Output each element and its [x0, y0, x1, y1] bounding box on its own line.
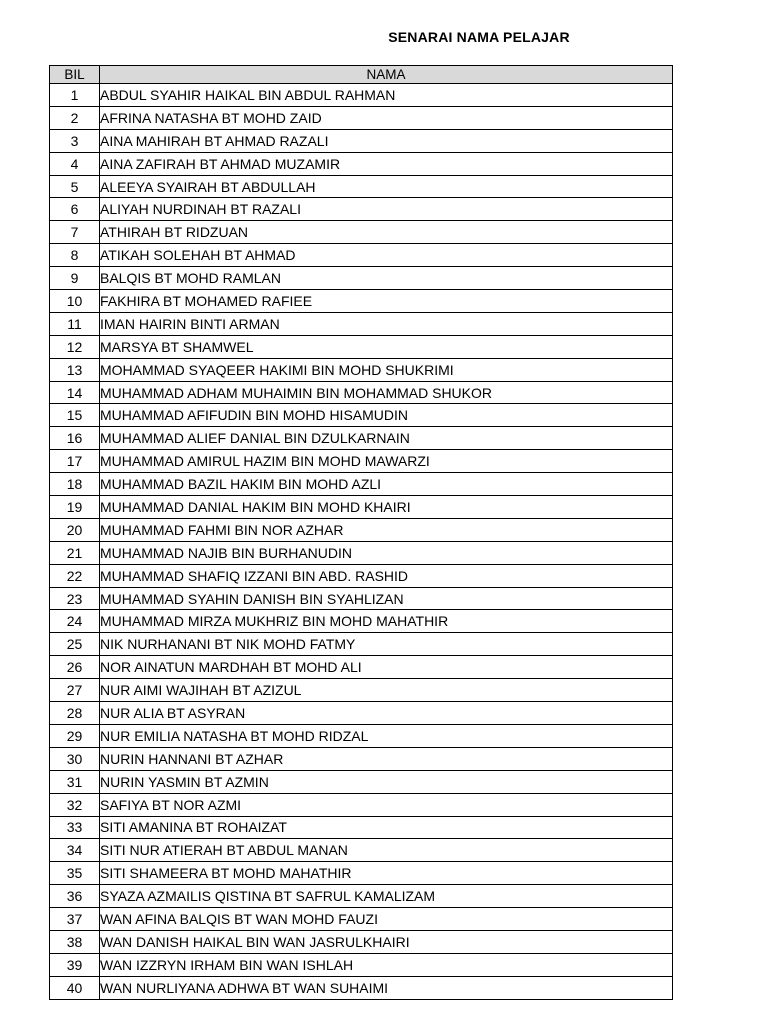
table-row: [50, 198, 673, 221]
row-number-cell: 39: [50, 953, 100, 976]
student-name-cell: NURIN YASMIN BT AZMIN: [100, 770, 673, 793]
table-row: [50, 679, 673, 702]
table-row: [50, 930, 673, 953]
table-row: [50, 335, 673, 358]
table-row: [50, 450, 673, 473]
row-number-cell: 14: [50, 381, 100, 404]
row-number-cell: 34: [50, 839, 100, 862]
table-row: [50, 976, 673, 999]
table-row: [50, 747, 673, 770]
row-number-cell: 26: [50, 656, 100, 679]
row-number-cell: 25: [50, 633, 100, 656]
header-row: [50, 66, 673, 84]
student-name-cell: MUHAMMAD NAJIB BIN BURHANUDIN: [100, 541, 673, 564]
student-name-cell: IMAN HAIRIN BINTI ARMAN: [100, 312, 673, 335]
table-row: [50, 702, 673, 725]
student-name-cell: SITI SHAMEERA BT MOHD MAHATHIR: [100, 862, 673, 885]
student-name-cell: MUHAMMAD MIRZA MUKHRIZ BIN MOHD MAHATHIR: [100, 610, 673, 633]
row-number-cell: 37: [50, 908, 100, 931]
table-row: [50, 358, 673, 381]
table-row: [50, 816, 673, 839]
row-number-cell: 38: [50, 930, 100, 953]
student-name-cell: AINA MAHIRAH BT AHMAD RAZALI: [100, 129, 673, 152]
row-number-cell: 15: [50, 404, 100, 427]
row-number-cell: 7: [50, 221, 100, 244]
table-row: [50, 267, 673, 290]
table-row: [50, 221, 673, 244]
student-list-table: [49, 65, 673, 1000]
row-number-cell: 5: [50, 175, 100, 198]
row-number-cell: 29: [50, 724, 100, 747]
table-body: [50, 84, 673, 1000]
row-number-cell: 21: [50, 541, 100, 564]
table-row: [50, 885, 673, 908]
table-row: [50, 427, 673, 450]
row-number-cell: 32: [50, 793, 100, 816]
row-number-cell: 40: [50, 976, 100, 999]
row-number-cell: 16: [50, 427, 100, 450]
student-name-cell: WAN IZZRYN IRHAM BIN WAN ISHLAH: [100, 953, 673, 976]
student-name-cell: ATHIRAH BT RIDZUAN: [100, 221, 673, 244]
table-row: [50, 381, 673, 404]
row-number-cell: 27: [50, 679, 100, 702]
student-name-cell: ABDUL SYAHIR HAIKAL BIN ABDUL RAHMAN: [100, 84, 673, 107]
table-row: [50, 953, 673, 976]
table-row: [50, 564, 673, 587]
table-row: [50, 610, 673, 633]
row-number-cell: 11: [50, 312, 100, 335]
student-name-cell: WAN NURLIYANA ADHWA BT WAN SUHAIMI: [100, 976, 673, 999]
table-row: [50, 244, 673, 267]
student-name-cell: NURIN HANNANI BT AZHAR: [100, 747, 673, 770]
column-header-nama: NAMA: [100, 66, 673, 84]
student-name-cell: AFRINA NATASHA BT MOHD ZAID: [100, 106, 673, 129]
row-number-cell: 35: [50, 862, 100, 885]
row-number-cell: 12: [50, 335, 100, 358]
table-row: [50, 496, 673, 519]
row-number-cell: 8: [50, 244, 100, 267]
row-number-cell: 30: [50, 747, 100, 770]
table-row: [50, 175, 673, 198]
student-name-cell: ATIKAH SOLEHAH BT AHMAD: [100, 244, 673, 267]
document-title: SENARAI NAMA PELAJAR: [388, 29, 570, 45]
student-name-cell: SITI AMANINA BT ROHAIZAT: [100, 816, 673, 839]
row-number-cell: 6: [50, 198, 100, 221]
table-row: [50, 633, 673, 656]
student-name-cell: NUR AIMI WAJIHAH BT AZIZUL: [100, 679, 673, 702]
student-name-cell: MUHAMMAD AMIRUL HAZIM BIN MOHD MAWARZI: [100, 450, 673, 473]
row-number-cell: 9: [50, 267, 100, 290]
student-name-cell: NUR EMILIA NATASHA BT MOHD RIDZAL: [100, 724, 673, 747]
row-number-cell: 19: [50, 496, 100, 519]
student-name-cell: SYAZA AZMAILIS QISTINA BT SAFRUL KAMALIZAM: [100, 885, 673, 908]
student-name-cell: SAFIYA BT NOR AZMI: [100, 793, 673, 816]
row-number-cell: 3: [50, 129, 100, 152]
student-name-cell: AINA ZAFIRAH BT AHMAD MUZAMIR: [100, 152, 673, 175]
student-name-cell: ALEEYA SYAIRAH BT ABDULLAH: [100, 175, 673, 198]
student-name-cell: NOR AINATUN MARDHAH BT MOHD ALI: [100, 656, 673, 679]
table-row: [50, 152, 673, 175]
student-name-cell: WAN DANISH HAIKAL BIN WAN JASRULKHAIRI: [100, 930, 673, 953]
table-row: [50, 724, 673, 747]
row-number-cell: 2: [50, 106, 100, 129]
row-number-cell: 1: [50, 84, 100, 107]
row-number-cell: 31: [50, 770, 100, 793]
table-row: [50, 312, 673, 335]
table-row: [50, 518, 673, 541]
student-name-cell: MUHAMMAD DANIAL HAKIM BIN MOHD KHAIRI: [100, 496, 673, 519]
row-number-cell: 20: [50, 518, 100, 541]
row-number-cell: 24: [50, 610, 100, 633]
table-row: [50, 839, 673, 862]
table-row: [50, 770, 673, 793]
student-name-cell: ALIYAH NURDINAH BT RAZALI: [100, 198, 673, 221]
student-name-cell: FAKHIRA BT MOHAMED RAFIEE: [100, 290, 673, 313]
table-header: [50, 66, 673, 84]
student-name-cell: MOHAMMAD SYAQEER HAKIMI BIN MOHD SHUKRIMI: [100, 358, 673, 381]
student-name-cell: BALQIS BT MOHD RAMLAN: [100, 267, 673, 290]
student-name-cell: MUHAMMAD FAHMI BIN NOR AZHAR: [100, 518, 673, 541]
student-name-cell: MUHAMMAD SYAHIN DANISH BIN SYAHLIZAN: [100, 587, 673, 610]
table-row: [50, 908, 673, 931]
table-row: [50, 404, 673, 427]
column-header-bil: BIL: [50, 66, 100, 84]
row-number-cell: 36: [50, 885, 100, 908]
table-row: [50, 129, 673, 152]
row-number-cell: 18: [50, 473, 100, 496]
row-number-cell: 4: [50, 152, 100, 175]
table-row: [50, 541, 673, 564]
table-row: [50, 793, 673, 816]
row-number-cell: 10: [50, 290, 100, 313]
student-name-cell: MUHAMMAD AFIFUDIN BIN MOHD HISAMUDIN: [100, 404, 673, 427]
student-name-cell: WAN AFINA BALQIS BT WAN MOHD FAUZI: [100, 908, 673, 931]
row-number-cell: 23: [50, 587, 100, 610]
student-name-cell: SITI NUR ATIERAH BT ABDUL MANAN: [100, 839, 673, 862]
table-row: [50, 656, 673, 679]
row-number-cell: 13: [50, 358, 100, 381]
student-name-cell: MUHAMMAD ADHAM MUHAIMIN BIN MOHAMMAD SHUKOR: [100, 381, 673, 404]
row-number-cell: 33: [50, 816, 100, 839]
student-name-cell: NUR ALIA BT ASYRAN: [100, 702, 673, 725]
table-row: [50, 84, 673, 107]
table-row: [50, 290, 673, 313]
student-name-cell: MUHAMMAD BAZIL HAKIM BIN MOHD AZLI: [100, 473, 673, 496]
student-name-cell: MUHAMMAD SHAFIQ IZZANI BIN ABD. RASHID: [100, 564, 673, 587]
student-name-cell: MARSYA BT SHAMWEL: [100, 335, 673, 358]
table-row: [50, 473, 673, 496]
table-row: [50, 587, 673, 610]
row-number-cell: 28: [50, 702, 100, 725]
student-name-cell: NIK NURHANANI BT NIK MOHD FATMY: [100, 633, 673, 656]
student-name-cell: MUHAMMAD ALIEF DANIAL BIN DZULKARNAIN: [100, 427, 673, 450]
row-number-cell: 17: [50, 450, 100, 473]
table-row: [50, 106, 673, 129]
table-row: [50, 862, 673, 885]
row-number-cell: 22: [50, 564, 100, 587]
